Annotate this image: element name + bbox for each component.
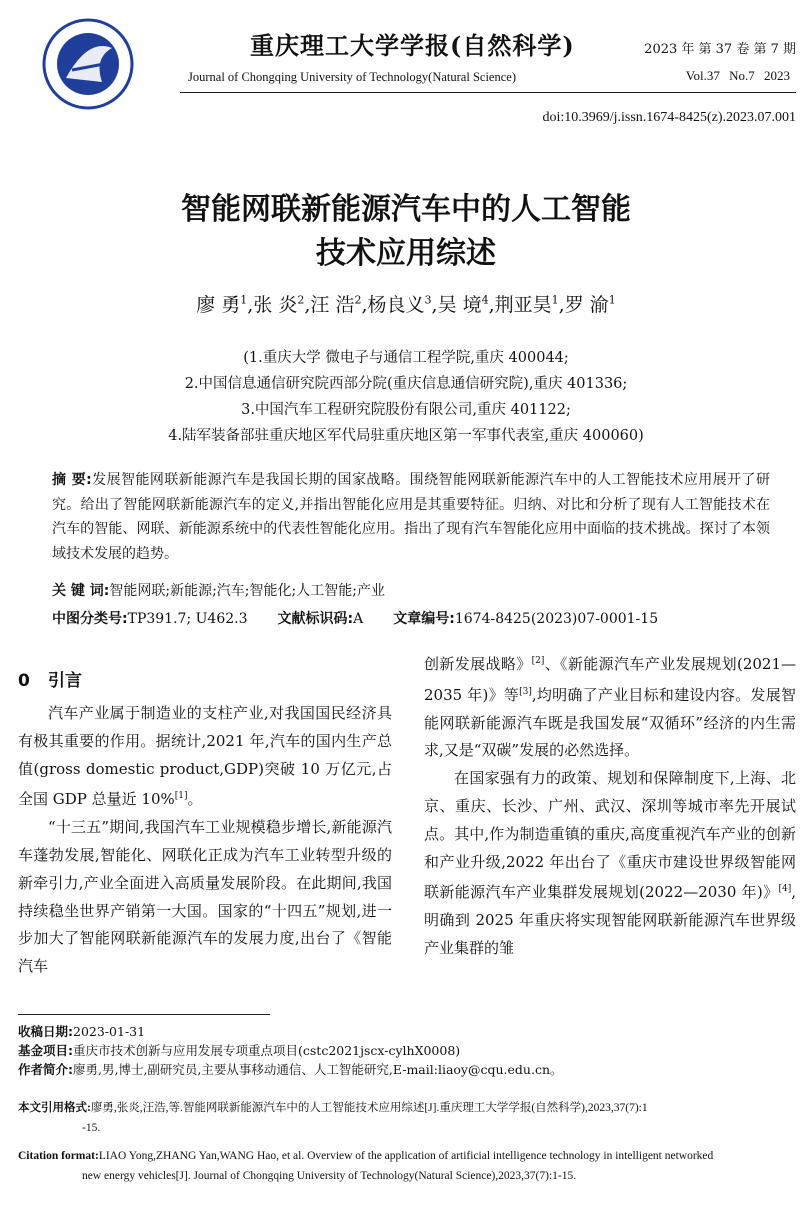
classification-line	[52, 608, 658, 628]
author-affil-mark: 1	[608, 293, 616, 307]
doc-code-label: 文献标识码:	[277, 611, 354, 627]
section-title: 引言	[48, 671, 82, 691]
received-date	[18, 1022, 798, 1041]
footnote-rule	[18, 1014, 270, 1015]
keywords-text: 智能网联;新能源;汽车;智能化;人工智能;产业	[109, 583, 385, 599]
author-name: 汪 浩	[310, 294, 355, 316]
paragraph-text: 、《新能源汽车产业发展规划(2021—2035 年)》等	[424, 655, 796, 704]
reference-mark: [2]	[531, 656, 545, 666]
author-name: 吴 境	[437, 294, 482, 316]
paragraph-text: 汽车产业属于制造业的支柱产业,对我国国民经济具有极其重要的作用。据统计,2021 年,汽车的国内生产总值(gross domestic product,GDP)突破 10 万亿元,占全国 GDP 总量近 10%	[18, 704, 392, 809]
doc-code-value: A	[353, 611, 364, 627]
paragraph-text: 在国家强有力的政策、规划和保障制度下,上海、北京、重庆、长沙、广州、武汉、深圳等城市率先开展试点。其中,作为制造重镇的重庆,高度重视汽车产业的创新和产业升级,2022 年出台了《重庆市建设世界级智能网联新能源汽车产业集群发展规划(2022—2030 年)》	[424, 769, 796, 902]
left-column	[18, 700, 392, 981]
author-bio	[18, 1060, 798, 1079]
author-name: 杨良义	[367, 294, 425, 316]
received-label: 收稿日期:	[18, 1024, 73, 1039]
reference-mark: [3]	[519, 686, 532, 697]
citation-en-text: LIAO Yong,ZHANG Yan,WANG Hao, et al. Overview of the application of artificial intelligence technology in intelligent networked	[98, 1150, 714, 1162]
citation-cn-label: 本文引用格式:	[18, 1102, 91, 1114]
author-list: 廖 勇$^1$,张 炎$^2$,汪 浩$^2$,杨良义$^3$,吴 境$^4$,荆亚昊$^1$,罗 渝$^1$	[196, 293, 616, 316]
keywords-label: 关 键 词:	[52, 583, 110, 599]
title-line-1: 智能网联新能源汽车中的人工智能	[181, 192, 631, 227]
author-affil-mark: 1	[551, 293, 559, 307]
citation-en	[18, 1146, 798, 1186]
paragraph	[424, 648, 796, 765]
author-affil-mark: 2	[354, 293, 362, 307]
fund-value: 重庆市技术创新与应用发展专项重点项目(cstc2021jscx-cylhX0008)	[73, 1043, 461, 1058]
author-affil-mark: 2	[297, 293, 305, 307]
issue-info-cn: 2023 年 第 37 卷 第 7 期	[644, 42, 796, 57]
affiliation-1: (1.重庆大学 微电子与通信工程学院,重庆 400044;	[243, 350, 569, 366]
affiliation-4: 4.陆军装备部驻重庆地区军代局驻重庆地区第一军事代表室,重庆 400060)	[168, 428, 644, 444]
journal-title-cn: 重庆理工大学学报(自然科学)	[250, 31, 575, 60]
title-line-2: 技术应用综述	[316, 236, 496, 271]
citation-en-label: Citation format:	[18, 1150, 99, 1162]
paragraph-text: ,明确到 2025 年重庆将实现智能网联新能源汽车世界级产业集群的雏	[424, 883, 796, 957]
author-affil-mark: 1	[240, 293, 248, 307]
citation-cn-text-cont: -15.	[82, 1122, 101, 1134]
citation-en-text-cont: new energy vehicles[J]. Journal of Chongqing University of Technology(Natural Science),2023,37(7):1-15.	[82, 1170, 577, 1182]
reference-mark: [4]	[778, 884, 792, 895]
journal-title-en: Journal of Chongqing University of Technology(Natural Science)	[188, 70, 516, 84]
paper-title	[0, 188, 812, 276]
section-heading	[18, 666, 82, 691]
author-name: 荆亚昊	[494, 294, 552, 316]
fund-info	[18, 1041, 798, 1060]
citation-cn	[18, 1098, 798, 1138]
author-affil-mark: 4	[481, 293, 489, 307]
reference-mark: [1]	[174, 791, 188, 802]
paragraph-text: ,均明确了产业目标和建设内容。发展智能网联新能源汽车既是我国发展“双循环”经济的内生需求,又是“双碳”发展的必然选择。	[424, 685, 796, 760]
paragraph	[424, 765, 796, 963]
university-logo	[42, 18, 134, 110]
clc-label: 中图分类号:	[52, 611, 128, 627]
author-affil-mark: 3	[424, 293, 432, 307]
author-name: 张 炎	[253, 294, 298, 316]
abstract-text: 发展智能网联新能源汽车是我国长期的国家战略。围绕智能网联新能源汽车中的人工智能技术应用展开了研究。给出了智能网联新能源汽车的定义,并指出智能化应用是其重要特征。归纳、对比和分析了现有人工智能技术在汽车的智能、网联、新能源系统中的代表性智能化应用。指出了现有汽车智能化应用中面临的技术挑战。探讨了本领域技术发展的趋势。	[52, 472, 770, 562]
right-column	[424, 648, 796, 963]
paragraph-text: 创新发展战略》	[424, 655, 532, 673]
paragraph	[18, 700, 392, 814]
author-name: 罗 渝	[564, 294, 609, 316]
citation-block	[18, 1098, 798, 1194]
affiliation-3: 3.中国汽车工程研究院股份有限公司,重庆 401122;	[241, 402, 571, 418]
abstract	[52, 468, 770, 566]
footnotes	[18, 1022, 798, 1079]
keywords	[52, 580, 385, 600]
issue-info-en: Vol.37 No.7 2023	[685, 68, 790, 83]
fund-label: 基金项目:	[18, 1043, 73, 1058]
author-bio-label: 作者简介:	[18, 1062, 73, 1077]
article-no-label: 文章编号:	[393, 611, 455, 627]
doi: doi:10.3969/j.issn.1674-8425(z).2023.07.001	[542, 110, 796, 125]
affiliations	[0, 345, 812, 449]
citation-cn-text: 廖勇,张炎,汪浩,等.智能网联新能源汽车中的人工智能技术应用综述[J].重庆理工大学学报(自然科学),2023,37(7):1	[90, 1102, 648, 1114]
paragraph: “十三五”期间,我国汽车工业规模稳步增长,新能源汽车蓬勃发展,智能化、网联化正成为汽车工业转型升级的新牵引力,产业全面进入高质量发展阶段。在此期间,我国持续稳坐世界产销第一大国。国家的“十四五”规划,进一步加大了智能网联新能源汽车的发展力度,出台了《智能汽车	[18, 818, 392, 976]
affiliation-2: 2.中国信息通信研究院西部分院(重庆信息通信研究院),重庆 401336;	[184, 376, 628, 392]
section-number: 0	[18, 671, 30, 691]
received-value: 2023-01-31	[73, 1024, 146, 1039]
header-rule	[180, 92, 796, 93]
article-no-value: 1674-8425(2023)07-0001-15	[454, 611, 659, 627]
logo-year: 1940	[79, 83, 97, 92]
paragraph-text: 。	[187, 790, 203, 809]
author-name: 廖 勇	[196, 294, 241, 316]
author-bio-value: 廖勇,男,博士,副研究员,主要从事移动通信、人工智能研究,E-mail:liaoy@cqu.edu.cn。	[73, 1062, 563, 1077]
clc-value: TP391.7; U462.3	[127, 611, 248, 627]
abstract-label: 摘 要:	[52, 472, 92, 488]
